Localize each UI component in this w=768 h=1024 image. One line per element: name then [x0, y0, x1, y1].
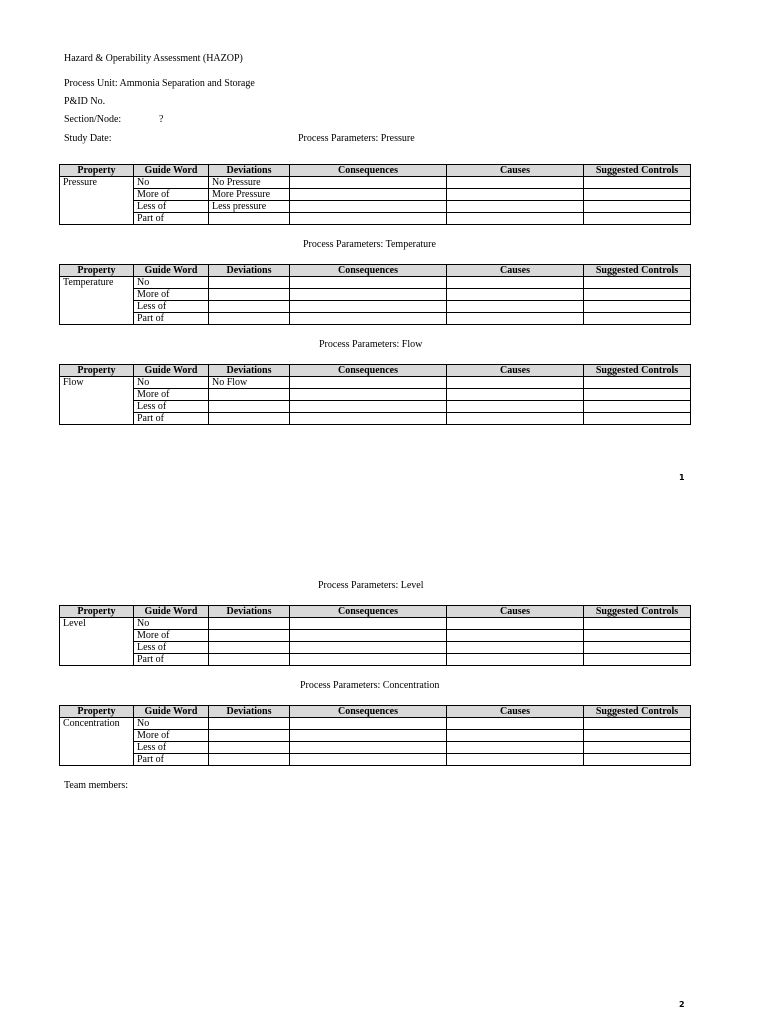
table-row: [60, 177, 691, 189]
consequences-cell: [290, 313, 447, 325]
table-row: [60, 201, 691, 213]
col-guide-word: Guide Word: [134, 365, 209, 377]
deviation-cell: Less pressure: [209, 201, 290, 213]
consequences-cell: [290, 754, 447, 766]
col-consequences: Consequences: [290, 365, 447, 377]
table-row: [60, 618, 691, 630]
guide-word-cell: No: [134, 618, 209, 630]
consequences-cell: [290, 742, 447, 754]
deviation-cell: [209, 289, 290, 301]
page-number-1: 1: [679, 473, 685, 482]
consequences-cell: [290, 389, 447, 401]
causes-cell: [447, 642, 584, 654]
consequences-cell: [290, 618, 447, 630]
col-consequences: Consequences: [290, 706, 447, 718]
col-guide-word: Guide Word: [134, 606, 209, 618]
table-header-row: [60, 365, 691, 377]
deviation-cell: [209, 730, 290, 742]
guide-word-cell: Part of: [134, 654, 209, 666]
controls-cell: [584, 730, 691, 742]
consequences-cell: [290, 630, 447, 642]
guide-word-cell: Part of: [134, 754, 209, 766]
causes-cell: [447, 630, 584, 642]
table-row: [60, 630, 691, 642]
consequences-cell: [290, 654, 447, 666]
deviation-cell: [209, 401, 290, 413]
consequences-cell: [290, 213, 447, 225]
controls-cell: [584, 301, 691, 313]
causes-cell: [447, 289, 584, 301]
table-header-row: [60, 165, 691, 177]
col-suggested-controls: Suggested Controls: [584, 706, 691, 718]
property-cell: Pressure: [60, 177, 134, 225]
guide-word-cell: Less of: [134, 742, 209, 754]
causes-cell: [447, 401, 584, 413]
property-cell: Level: [60, 618, 134, 666]
controls-cell: [584, 401, 691, 413]
deviation-cell: No Flow: [209, 377, 290, 389]
hazop-table-flow: [59, 364, 691, 425]
table-row: [60, 301, 691, 313]
deviation-cell: [209, 718, 290, 730]
consequences-cell: [290, 642, 447, 654]
deviation-cell: [209, 630, 290, 642]
col-deviations: Deviations: [209, 265, 290, 277]
table-caption-pressure: Process Parameters: Pressure: [298, 133, 415, 144]
hazop-table-level: [59, 605, 691, 666]
deviation-cell: [209, 654, 290, 666]
col-consequences: Consequences: [290, 606, 447, 618]
causes-cell: [447, 730, 584, 742]
col-property: Property: [60, 265, 134, 277]
table-row: [60, 654, 691, 666]
deviation-cell: [209, 413, 290, 425]
guide-word-cell: More of: [134, 630, 209, 642]
guide-word-cell: No: [134, 177, 209, 189]
controls-cell: [584, 754, 691, 766]
controls-cell: [584, 313, 691, 325]
guide-word-cell: No: [134, 277, 209, 289]
hazop-table-pressure: [59, 164, 691, 225]
causes-cell: [447, 189, 584, 201]
table-row: [60, 213, 691, 225]
causes-cell: [447, 654, 584, 666]
guide-word-cell: Less of: [134, 401, 209, 413]
col-deviations: Deviations: [209, 365, 290, 377]
col-property: Property: [60, 365, 134, 377]
col-consequences: Consequences: [290, 265, 447, 277]
process-unit: Process Unit: Ammonia Separation and Storage: [64, 78, 255, 89]
hazop-table-concentration: [59, 705, 691, 766]
controls-cell: [584, 377, 691, 389]
causes-cell: [447, 201, 584, 213]
causes-cell: [447, 754, 584, 766]
col-guide-word: Guide Word: [134, 265, 209, 277]
deviation-cell: More Pressure: [209, 189, 290, 201]
controls-cell: [584, 618, 691, 630]
consequences-cell: [290, 301, 447, 313]
table-row: [60, 389, 691, 401]
consequences-cell: [290, 289, 447, 301]
deviation-cell: [209, 742, 290, 754]
guide-word-cell: More of: [134, 730, 209, 742]
table-row: [60, 277, 691, 289]
col-causes: Causes: [447, 265, 584, 277]
controls-cell: [584, 177, 691, 189]
guide-word-cell: No: [134, 377, 209, 389]
causes-cell: [447, 313, 584, 325]
section-node-value: ?: [159, 114, 164, 125]
col-deviations: Deviations: [209, 606, 290, 618]
guide-word-cell: More of: [134, 389, 209, 401]
controls-cell: [584, 718, 691, 730]
table-header-row: [60, 706, 691, 718]
causes-cell: [447, 177, 584, 189]
deviation-cell: [209, 642, 290, 654]
table-header-row: [60, 606, 691, 618]
guide-word-cell: No: [134, 718, 209, 730]
table-row: [60, 401, 691, 413]
table-row: [60, 742, 691, 754]
deviation-cell: [209, 618, 290, 630]
col-guide-word: Guide Word: [134, 706, 209, 718]
col-property: Property: [60, 706, 134, 718]
col-property: Property: [60, 606, 134, 618]
table-row: [60, 413, 691, 425]
col-suggested-controls: Suggested Controls: [584, 365, 691, 377]
causes-cell: [447, 742, 584, 754]
table-row: [60, 289, 691, 301]
table-row: [60, 730, 691, 742]
col-guide-word: Guide Word: [134, 165, 209, 177]
consequences-cell: [290, 177, 447, 189]
property-cell: Concentration: [60, 718, 134, 766]
controls-cell: [584, 189, 691, 201]
study-date: Study Date:: [64, 133, 112, 144]
deviation-cell: [209, 313, 290, 325]
controls-cell: [584, 213, 691, 225]
table-row: [60, 642, 691, 654]
col-property: Property: [60, 165, 134, 177]
consequences-cell: [290, 718, 447, 730]
consequences-cell: [290, 413, 447, 425]
table-caption-temperature: Process Parameters: Temperature: [303, 239, 436, 250]
pid-number: P&ID No.: [64, 96, 106, 107]
col-suggested-controls: Suggested Controls: [584, 265, 691, 277]
table-caption-level: Process Parameters: Level: [318, 580, 424, 591]
causes-cell: [447, 718, 584, 730]
table-caption-concentration: Process Parameters: Concentration: [300, 680, 440, 691]
causes-cell: [447, 389, 584, 401]
deviation-cell: [209, 213, 290, 225]
causes-cell: [447, 413, 584, 425]
property-cell: Flow: [60, 377, 134, 425]
guide-word-cell: Less of: [134, 201, 209, 213]
deviation-cell: [209, 754, 290, 766]
consequences-cell: [290, 277, 447, 289]
col-causes: Causes: [447, 365, 584, 377]
table-row: [60, 718, 691, 730]
causes-cell: [447, 213, 584, 225]
deviation-cell: No Pressure: [209, 177, 290, 189]
guide-word-cell: Part of: [134, 413, 209, 425]
col-consequences: Consequences: [290, 165, 447, 177]
table-header-row: [60, 265, 691, 277]
controls-cell: [584, 289, 691, 301]
consequences-cell: [290, 377, 447, 389]
consequences-cell: [290, 189, 447, 201]
guide-word-cell: Less of: [134, 301, 209, 313]
table-row: [60, 754, 691, 766]
causes-cell: [447, 377, 584, 389]
guide-word-cell: Less of: [134, 642, 209, 654]
col-deviations: Deviations: [209, 706, 290, 718]
controls-cell: [584, 201, 691, 213]
col-suggested-controls: Suggested Controls: [584, 165, 691, 177]
guide-word-cell: More of: [134, 289, 209, 301]
controls-cell: [584, 389, 691, 401]
page-number-2: 2: [679, 1000, 685, 1009]
col-deviations: Deviations: [209, 165, 290, 177]
consequences-cell: [290, 401, 447, 413]
guide-word-cell: Part of: [134, 313, 209, 325]
property-cell: Temperature: [60, 277, 134, 325]
col-causes: Causes: [447, 165, 584, 177]
deviation-cell: [209, 389, 290, 401]
controls-cell: [584, 742, 691, 754]
causes-cell: [447, 277, 584, 289]
table-row: [60, 313, 691, 325]
table-caption-flow: Process Parameters: Flow: [319, 339, 423, 350]
controls-cell: [584, 654, 691, 666]
document-title: Hazard & Operability Assessment (HAZOP): [64, 53, 243, 64]
controls-cell: [584, 413, 691, 425]
causes-cell: [447, 618, 584, 630]
section-node-label: Section/Node:: [64, 114, 122, 125]
controls-cell: [584, 642, 691, 654]
causes-cell: [447, 301, 584, 313]
consequences-cell: [290, 730, 447, 742]
table-row: [60, 189, 691, 201]
col-causes: Causes: [447, 606, 584, 618]
guide-word-cell: More of: [134, 189, 209, 201]
col-causes: Causes: [447, 706, 584, 718]
deviation-cell: [209, 277, 290, 289]
hazop-table-temperature: [59, 264, 691, 325]
deviation-cell: [209, 301, 290, 313]
team-members-label: Team members:: [64, 780, 128, 791]
controls-cell: [584, 277, 691, 289]
table-row: [60, 377, 691, 389]
guide-word-cell: Part of: [134, 213, 209, 225]
consequences-cell: [290, 201, 447, 213]
controls-cell: [584, 630, 691, 642]
col-suggested-controls: Suggested Controls: [584, 606, 691, 618]
